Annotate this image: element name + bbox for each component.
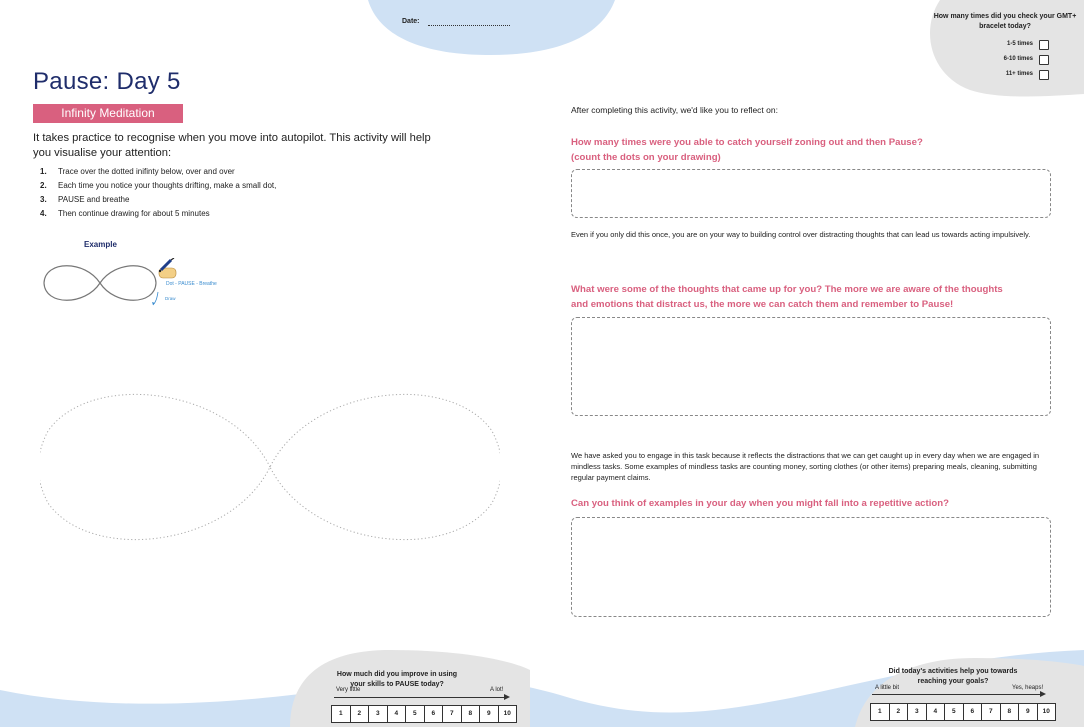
example-label: Example — [84, 240, 117, 249]
rating-scale-goals[interactable] — [870, 703, 1056, 721]
bracelet-option-11-plus[interactable] — [985, 70, 1051, 81]
rating-option[interactable]: 4 — [388, 706, 407, 722]
scale-high-label: A lot! — [490, 687, 504, 693]
scale-arrow-line — [334, 697, 504, 698]
option-label: 11+ times — [1005, 71, 1033, 77]
question-1-line-1: How many times were you able to catch yourself zoning out and then Pause? — [571, 137, 923, 148]
step-text: Each time you notice your thoughts drifting, make a small dot, — [58, 181, 277, 190]
rating-option[interactable]: 6 — [964, 704, 983, 720]
rating-option[interactable]: 5 — [406, 706, 425, 722]
rating-option[interactable]: 2 — [890, 704, 909, 720]
step-1 — [40, 167, 235, 176]
arrow-right-icon — [504, 694, 510, 700]
rating-option[interactable]: 9 — [1019, 704, 1038, 720]
rating-option[interactable]: 1 — [332, 706, 351, 722]
checkbox[interactable] — [1039, 70, 1049, 80]
scale-high-label: Yes, heaps! — [1012, 685, 1044, 691]
rating-option[interactable]: 8 — [462, 706, 481, 722]
question-1-line-2: (count the dots on your drawing) — [571, 152, 721, 163]
step-number: 2. — [40, 181, 47, 190]
pen-hand-icon — [155, 258, 181, 280]
rating-option[interactable]: 8 — [1001, 704, 1020, 720]
rating-option[interactable]: 7 — [982, 704, 1001, 720]
goals-question: Did today's activities help you towards reaching your goals? — [888, 668, 1018, 685]
checkbox[interactable] — [1039, 40, 1049, 50]
option-label: 6-10 times — [1003, 56, 1033, 62]
intro-text: It takes practice to recognise when you move into autopilot. This activity will help you visualise your attention: — [33, 132, 431, 159]
answer-box-2[interactable] — [571, 317, 1051, 416]
answer-box-1[interactable] — [571, 169, 1051, 218]
question-1 — [571, 135, 923, 165]
step-4 — [40, 209, 210, 218]
rating-option[interactable]: 10 — [1042, 708, 1050, 715]
question-2 — [571, 282, 1003, 312]
rating-option[interactable]: 2 — [351, 706, 370, 722]
rating-option[interactable]: 3 — [908, 704, 927, 720]
date-input-line[interactable] — [428, 25, 510, 26]
question-2-line-1: What were some of the thoughts that came up for you? The more we are aware of the thoughts — [571, 284, 1003, 295]
example-draw-label: Draw — [165, 296, 176, 301]
date-label: Date: — [402, 18, 420, 25]
question-2-line-2: and emotions that distract us, the more we can catch them and remember to Pause! — [571, 299, 954, 310]
bracelet-option-6-10[interactable] — [985, 55, 1051, 66]
scale-low-label: A little bit — [875, 685, 900, 691]
dotted-infinity-trace[interactable] — [40, 376, 500, 558]
step-2 — [40, 181, 276, 190]
page-title: Pause: Day 5 — [33, 68, 181, 95]
explanation-text: We have asked you to engage in this task because it reflects the distractions that we can get caught up in every day when we are engaged in mindless tasks. Some examples of mindless tasks are counting money, sorting clothes (or other items) preparing meals, cleaning, submitting regular payment claims. — [571, 451, 1040, 482]
bracelet-check-question: How many times did you check your GMT+ bracelet today? — [933, 13, 1077, 30]
arrow-right-icon — [1040, 691, 1046, 697]
pause-skill-question: How much did you improve in using your skills to PAUSE today? — [336, 671, 458, 688]
rating-option[interactable]: 3 — [369, 706, 388, 722]
step-text: Trace over the dotted inifinty below, over and over — [58, 167, 235, 176]
activity-badge: Infinity Meditation — [33, 104, 183, 123]
checkbox[interactable] — [1039, 55, 1049, 65]
rating-option[interactable]: 1 — [871, 704, 890, 720]
step-text: PAUSE and breathe — [58, 195, 130, 204]
scale-arrow-line — [872, 694, 1040, 695]
rating-option[interactable]: 6 — [425, 706, 444, 722]
rating-option[interactable]: 5 — [945, 704, 964, 720]
step-number: 3. — [40, 195, 47, 204]
option-label: 1-5 times — [1006, 41, 1033, 47]
example-note: Dot - PAUSE - Breathe — [166, 281, 217, 287]
encouragement-text: Even if you only did this once, you are on your way to building control over distracting thoughts that can lead us towards acting impulsively. — [571, 230, 1031, 239]
top-blue-wave — [360, 0, 620, 62]
reflection-intro: After completing this activity, we'd like you to reflect on: — [571, 105, 778, 115]
rating-option[interactable]: 9 — [480, 706, 499, 722]
rating-option[interactable]: 10 — [503, 710, 511, 717]
step-number: 1. — [40, 167, 47, 176]
answer-box-3[interactable] — [571, 517, 1051, 617]
bracelet-option-1-5[interactable] — [985, 40, 1051, 51]
rating-option[interactable]: 7 — [443, 706, 462, 722]
step-text: Then continue drawing for about 5 minutes — [58, 209, 210, 218]
step-number: 4. — [40, 209, 47, 218]
step-3 — [40, 195, 129, 204]
question-3: Can you think of examples in your day when you might fall into a repetitive action? — [571, 498, 949, 509]
rating-scale-pause[interactable] — [331, 705, 517, 723]
rating-option[interactable]: 4 — [927, 704, 946, 720]
scale-low-label: Very little — [336, 687, 361, 693]
